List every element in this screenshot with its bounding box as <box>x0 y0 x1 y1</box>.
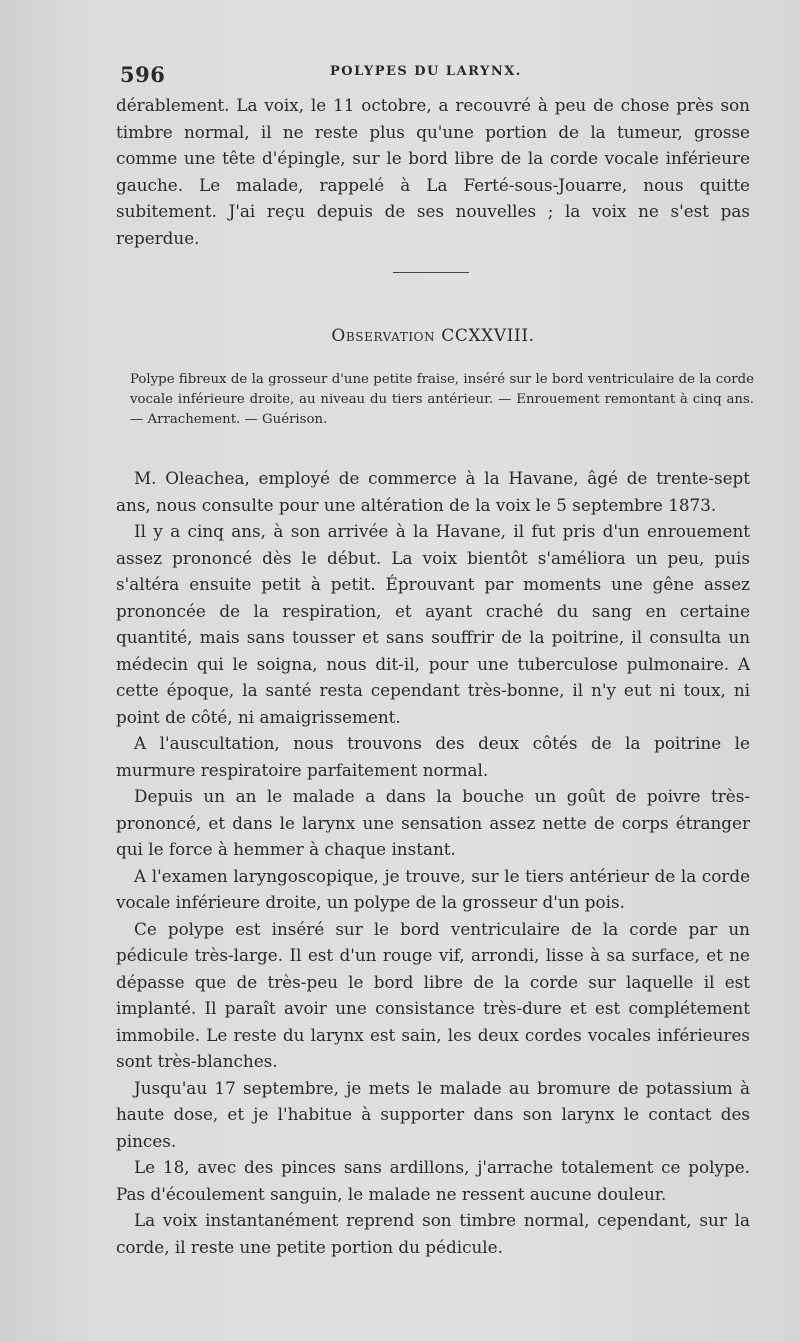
body-paragraph: La voix instantanément reprend son timbre normal, cependant, sur la corde, il reste une petite portion du pédicule. <box>116 1210 750 1257</box>
body-paragraph: A l'auscultation, nous trouvons des deux côtés de la poitrine le murmure respiratoire parfaitement normal. <box>116 733 750 780</box>
observation-summary <box>112 370 754 430</box>
body-paragraph: M. Oleachea, employé de commerce à la Havane, âgé de trente-sept ans, nous consulte pour une altération de la voix le 5 septembre 1873. <box>116 468 750 515</box>
page-header <box>120 62 750 88</box>
observation-body <box>116 465 750 1260</box>
section-divider <box>393 272 469 273</box>
body-paragraph: Ce polype est inséré sur le bord ventriculaire de la corde par un pédicule très-large. Il est d'un rouge vif, arrondi, lisse à sa surface, et ne dépasse que de très-peu le bord libre de la corde sur laquelle il est implanté. Il paraît avoir une consistance très-dure et est complétement immobile. Le reste du larynx est sain, les deux cordes vocales inférieures sont très-blanches. <box>116 918 750 1071</box>
body-paragraph: Le 18, avec des pinces sans ardillons, j'arrache totalement ce polype. Pas d'écoulement sanguin, le malade ne ressent aucune douleur. <box>116 1157 750 1204</box>
page-number: 596 <box>120 62 166 87</box>
observation-summary-text: Polype fibreux de la grosseur d'une petite fraise, inséré sur le bord ventriculaire de la corde vocale inférieure droite, au niveau du tiers antérieur. — Enrouement remontant à cinq ans. — Arrachement. — Guérison. <box>130 372 754 427</box>
observation-title-text: Observation CCXXVIII. <box>331 326 535 346</box>
body-paragraph: Depuis un an le malade a dans la bouche un goût de poivre très-prononcé, et dans le larynx une sensation assez nette de corps étranger qui le force à hemmer à chaque instant. <box>116 786 750 859</box>
continued-paragraph-text: dérablement. La voix, le 11 octobre, a recouvré à peu de chose près son timbre normal, il ne reste plus qu'une portion de la tumeur, grosse comme une tête d'épingle, sur le bord libre de la corde vocale inférieure gauche. Le malade, rappelé à La Ferté-sous-Jouarre, nous quitte subitement. J'ai reçu depuis de ses nouvelles ; la voix ne s'est pas reperdue. <box>116 95 750 248</box>
continued-paragraph <box>116 92 750 251</box>
running-title: POLYPES DU LARYNX. <box>330 64 522 79</box>
body-paragraph: Il y a cinq ans, à son arrivée à la Havane, il fut pris d'un enrouement assez prononcé dès le début. La voix bientôt s'améliora un peu, puis s'altéra ensuite petit à petit. Éprouvant par moments une gêne assez prononcée de la respiration, et ayant craché du sang en certaine quantité, mais sans tousser et sans souffrir de la poitrine, il consulta un médecin qui le soigna, nous dit-il, pour une tuberculose pulmonaire. A cette époque, la santé resta cependant très-bonne, il n'y eut ni toux, ni point de côté, ni amaigrissement. <box>116 521 750 727</box>
body-paragraph: A l'examen laryngoscopique, je trouve, sur le tiers antérieur de la corde vocale inférieure droite, un polype de la grosseur d'un pois. <box>116 865 750 912</box>
body-paragraph: Jusqu'au 17 septembre, je mets le malade au bromure de potassium à haute dose, et je l'habitue à supporter dans son larynx le contact des pinces. <box>116 1077 750 1151</box>
observation-title <box>116 326 750 346</box>
